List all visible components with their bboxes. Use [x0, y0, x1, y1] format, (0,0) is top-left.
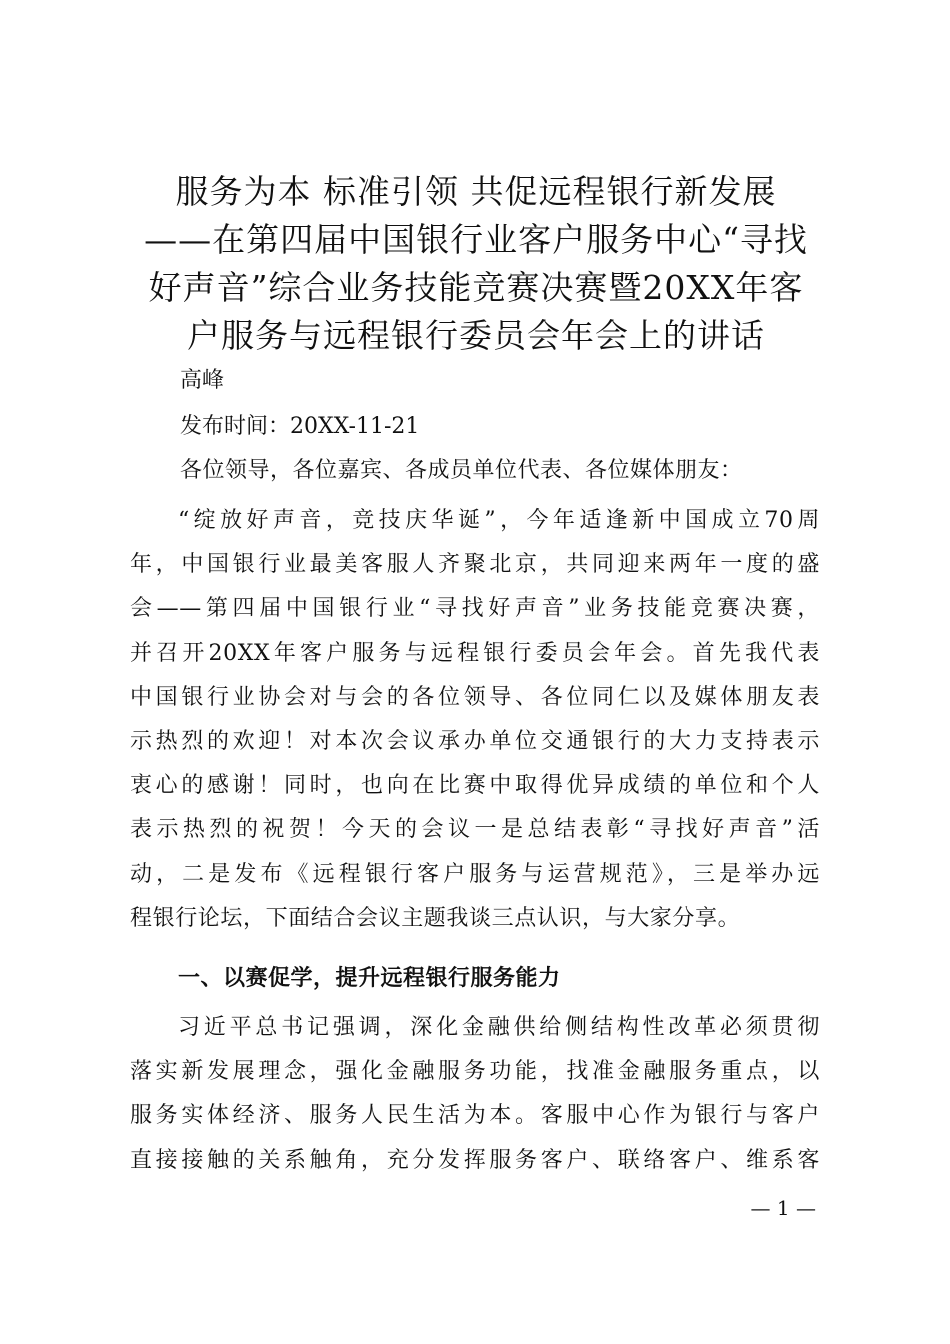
title-line: 服务为本 标准引领 共促远程银行新发展 [175, 172, 777, 211]
paragraph-line: 落实新发展理念，强化金融服务功能，找准金融服务重点，以 [130, 1059, 820, 1085]
title-line: 户服务与远程银行委员会年会上的讲话 [187, 316, 765, 355]
publish-time: 发布时间：20XX-11-21 [180, 414, 420, 439]
title-line: ——在第四届中国银行业客户服务中心“寻找 [144, 220, 808, 259]
document-title [120, 168, 832, 360]
paragraph-line: 动，二是发布《远程银行客户服务与运营规范》，三是举办远 [130, 861, 820, 887]
paragraph-line: 中国银行业协会对与会的各位领导、各位同仁以及媒体朋友表 [130, 684, 820, 710]
paragraph-line: 程银行论坛，下面结合会议主题我谈三点认识，与大家分享。 [130, 905, 741, 931]
title-line: 好声音”综合业务技能竞赛决赛暨20XX年客 [148, 268, 804, 307]
paragraph-line: 年，中国银行业最美客服人齐聚北京，共同迎来两年一度的盛 [130, 552, 820, 578]
section-heading: 一、以赛促学，提升远程银行服务能力 [178, 966, 561, 991]
paragraph-line: 并召开20XX年客户服务与远程银行委员会年会。首先我代表 [130, 640, 820, 666]
paragraph-intro [130, 499, 820, 941]
paragraph-section1 [130, 1006, 820, 1183]
paragraph-line: 会——第四届中国银行业“寻找好声音”业务技能竞赛决赛， [130, 596, 820, 622]
greeting: 各位领导，各位嘉宾、各成员单位代表、各位媒体朋友： [180, 458, 743, 483]
page-number: — 1 — [750, 1196, 816, 1220]
paragraph-line: 示热烈的欢迎！对本次会议承办单位交通银行的大力支持表示 [130, 729, 820, 755]
paragraph-line: 服务实体经济、服务人民生活为本。客服中心作为银行与客户 [130, 1103, 820, 1129]
paragraph-line: 表示热烈的祝贺！今天的会议一是总结表彰“寻找好声音”活 [130, 817, 820, 843]
paragraph-line: 习近平总书记强调，深化金融供给侧结构性改革必须贯彻 [178, 1015, 820, 1040]
paragraph-line: 衷心的感谢！同时，也向在比赛中取得优异成绩的单位和个人 [130, 773, 820, 799]
paragraph-line: “绽放好声音，竞技庆华诞”，今年适逢新中国成立70周 [178, 508, 820, 533]
paragraph-line: 直接接触的关系触角，充分发挥服务客户、联络客户、维系客 [130, 1147, 820, 1173]
author: 高峰 [180, 368, 225, 393]
